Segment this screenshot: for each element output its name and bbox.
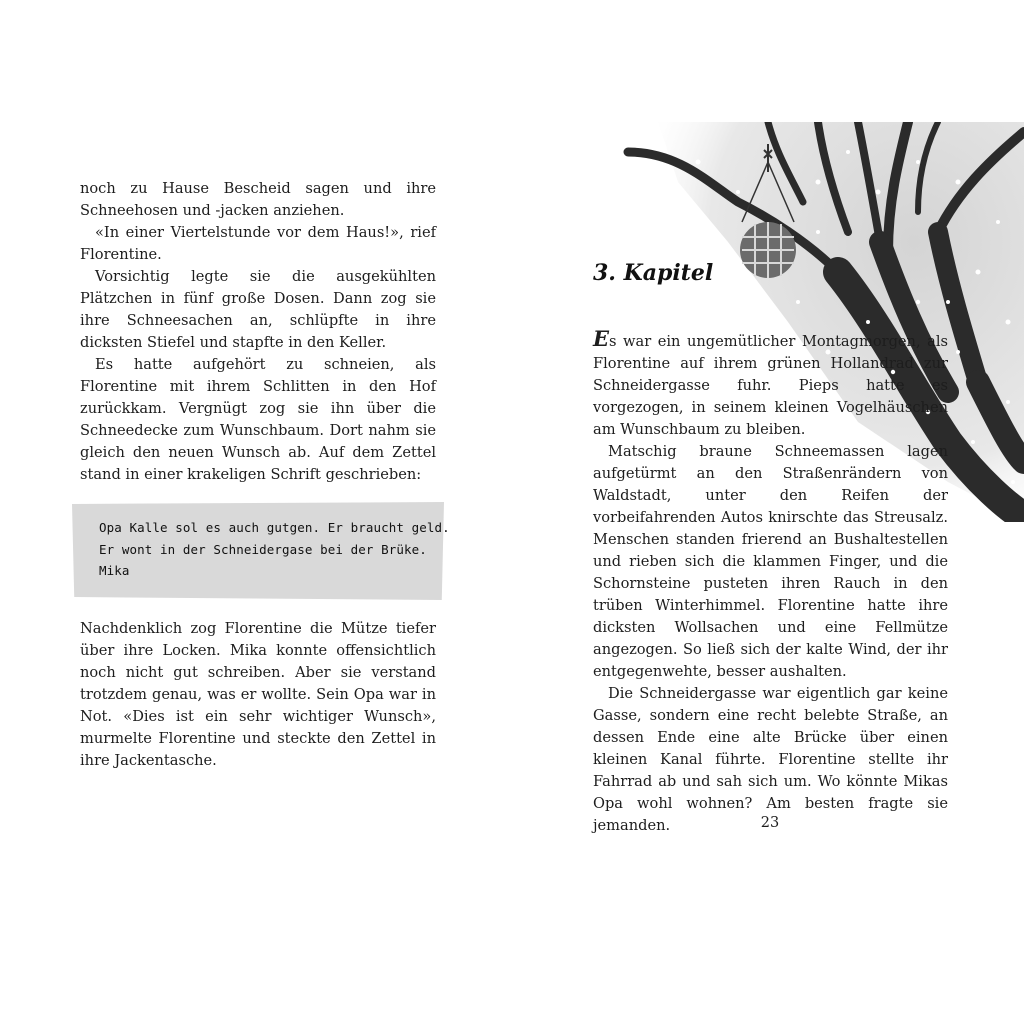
handwritten-note xyxy=(99,517,450,582)
paragraph: Die Schneidergasse war eigentlich gar keine Gasse, sondern eine recht belebte Straße, an dessen Ende eine alte Brücke über einen kleinen Kanal führte. Florentine stellte ihr Fahrrad ab und sah sich um. Wo könnte Mikas Opa wohl wohnen? Am besten fragte sie jemanden. xyxy=(593,685,948,834)
right-page-text xyxy=(593,326,948,837)
chapter-heading: 3. Kapitel xyxy=(593,260,714,286)
paragraph: Vorsichtig legte sie die ausgekühlten Plätzchen in fünf große Dosen. Dann zog sie ihre Schneesachen an, schlüpfte in ihre dicksten Stiefel und stapfte in den Keller. xyxy=(80,268,436,351)
paragraph: Es hatte aufgehört zu schneien, als Florentine mit ihrem Schlitten in den Hof zurückkam. Vergnügt zog sie ihn über die Schneedecke zum Wunschbaum. Dort nahm sie gleich den neuen Wunsch ab. Auf dem Zettel stand in einer krakeligen Schrift geschrieben: xyxy=(80,356,436,483)
paragraph: «In einer Viertelstunde vor dem Haus!», rief Florentine. xyxy=(80,224,436,263)
note-line: Opa Kalle sol es auch gutgen. Er braucht geld. xyxy=(99,520,450,535)
paragraph-text: s war ein ungemütlicher Montagmorgen, als Florentine auf ihrem grünen Hollandrad zur Schneidergasse fuhr. Pieps hatte es vorgezogen, in seinem kleinen Vogelhäuschen am Wunschbaum zu bleiben. xyxy=(593,333,948,438)
paragraph xyxy=(593,326,948,441)
paragraph: noch zu Hause Bescheid sagen und ihre Schneehosen und -jacken anziehen. xyxy=(80,180,436,219)
paragraph: Nachdenklich zog Florentine die Mütze tiefer über ihre Locken. Mika konnte offensichtlich noch nicht gut schreiben. Aber sie verstand trotzdem genau, was er wollte. Sein Opa war in Not. «Dies ist ein sehr wichtiger Wunsch», murmelte Florentine und steckte den Zettel in ihre Jackentasche. xyxy=(80,620,436,769)
note-line: Mika xyxy=(99,563,130,578)
paragraph: Matschig braune Schneemassen lagen aufgetürmt an den Straßenrändern von Waldstadt, unter den Reifen der vorbeifahrenden Autos knirschte das Streusalz. Menschen standen frierend an Bushaltestellen und rieben sich die klammen Finger, und die Schornsteine pusteten ihren Rauch in den trüben Winterhimmel. Florentine hatte ihre dicksten Wollsachen und eine Fellmütze angezogen. So ließ sich der kalte Wind, der ihr entgegenwehte, besser aushalten. xyxy=(593,443,948,680)
dropcap: E xyxy=(593,326,610,351)
page-number: 23 xyxy=(760,815,780,831)
note-line: Er wont in der Schneidergase bei der Brüke. xyxy=(99,541,427,557)
left-page-text-bottom xyxy=(80,618,436,772)
left-page-text-top xyxy=(80,178,436,486)
